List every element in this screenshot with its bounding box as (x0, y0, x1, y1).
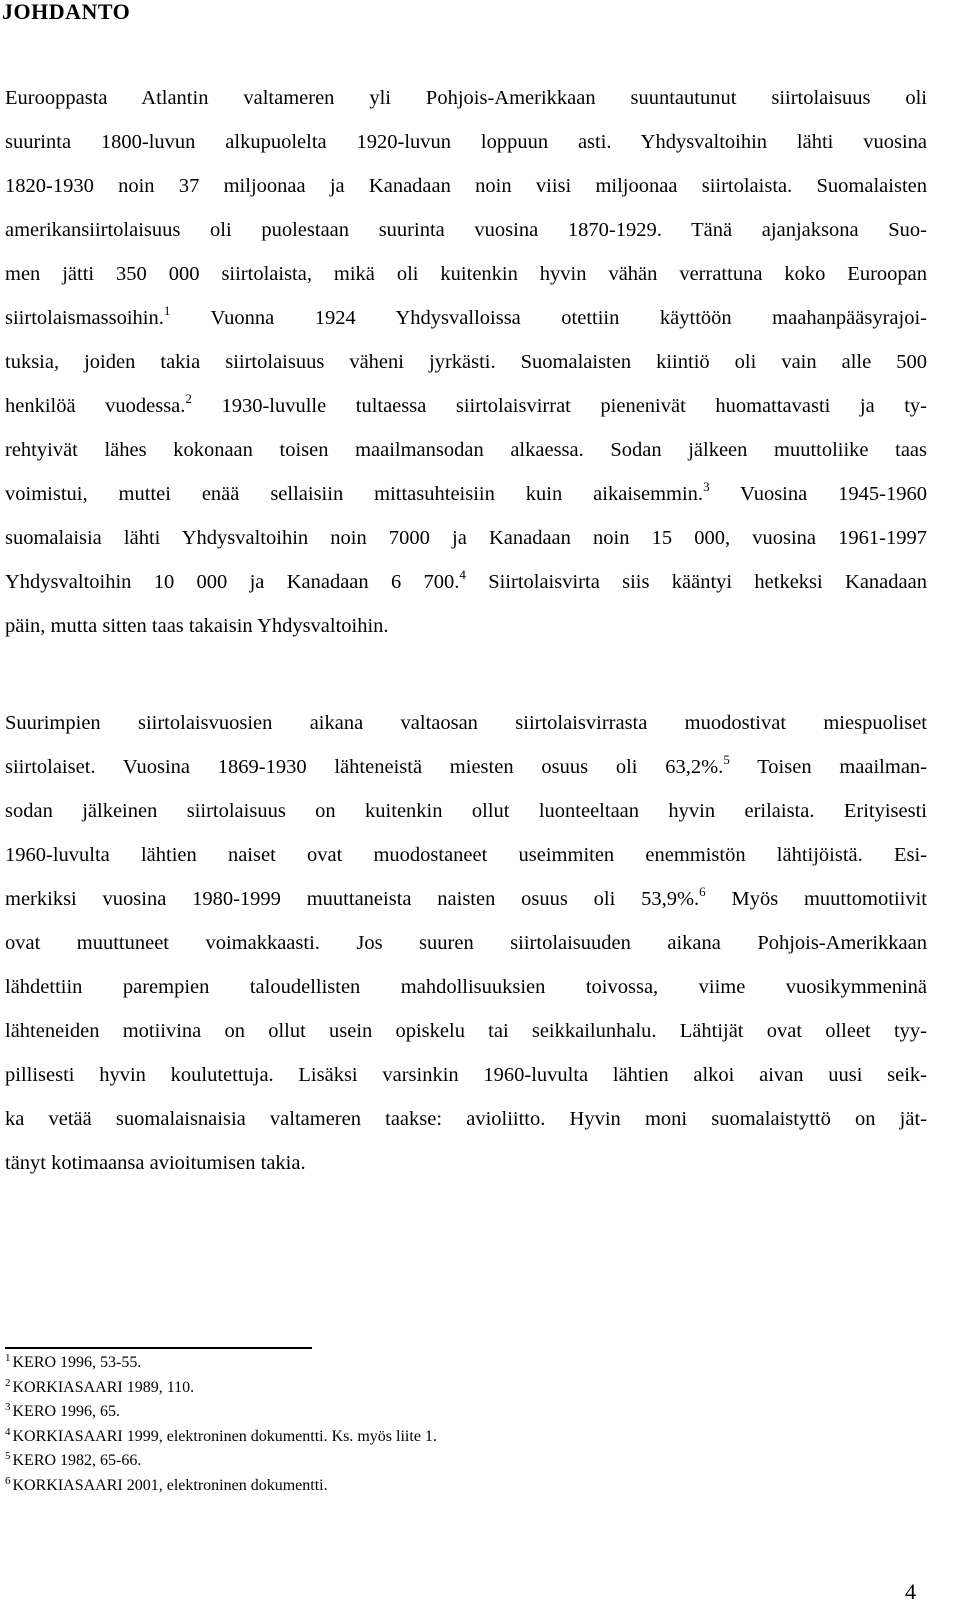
footnote-item (5, 1376, 437, 1401)
paragraph-intro (5, 76, 927, 648)
line-text: rehtyivät lähes kokonaan toisen maailmansodan alkaessa. Sodan jälkeen muuttoliike taas (5, 439, 927, 461)
text-line (5, 76, 927, 120)
line-text: Yhdysvaltoihin 10 000 ja Kanadaan 6 700. (5, 571, 460, 593)
line-text: Myös muuttomotiivit (705, 888, 927, 910)
text-line (5, 1097, 927, 1141)
footnote-divider (5, 1347, 312, 1349)
footnote-number: 6 (5, 1474, 11, 1487)
footnote-item (5, 1351, 437, 1376)
line-text: suurinta 1800-luvun alkupuolelta 1920-luvun loppuun asti. Yhdysvaltoihin lähti vuosina (5, 131, 927, 153)
footnote-item (5, 1449, 437, 1474)
line-text: men jätti 350 000 siirtolaista, mikä oli kuitenkin hyvin vähän verrattuna koko Euroopan (5, 263, 927, 285)
text-line (5, 877, 927, 921)
line-text: lähdettiin parempien taloudellisten mahdollisuuksien toivossa, viime vuosikymmeninä (5, 976, 927, 998)
section-heading: JOHDANTO (2, 0, 131, 24)
footnote-number: 1 (5, 1352, 11, 1364)
footnote-reference: 3 (703, 479, 710, 494)
footnote-item (5, 1474, 437, 1499)
footnote-reference: 4 (459, 567, 466, 582)
line-text: tänyt kotimaansa avioitumisen takia. (5, 1152, 306, 1174)
line-text: Suurimpien siirtolaisvuosien aikana valtaosan siirtolaisvirrasta muodostivat miespuoliset (5, 712, 927, 734)
text-line (5, 296, 927, 340)
text-line (5, 428, 927, 472)
line-text: sodan jälkeinen siirtolaisuus on kuitenkin ollut luonteeltaan hyvin erilaista. Erityisesti (5, 800, 927, 822)
line-text: siirtolaismassoihin. (5, 307, 164, 329)
line-text: lähteneiden motiivina on ollut usein opiskelu tai seikkailunhalu. Lähtijät ovat olleet tyy- (5, 1020, 927, 1042)
line-text: ka vetää suomalaisnaisia valtameren taakse: avioliitto. Hyvin moni suomalaistyttö on jät- (5, 1108, 927, 1130)
text-line (5, 1009, 927, 1053)
footnote-item (5, 1400, 437, 1425)
text-line (5, 340, 927, 384)
text-line (5, 833, 927, 877)
footnote-reference: 1 (163, 303, 171, 318)
line-text: Vuonna 1924 Yhdysvalloissa otettiin käyttöön maahanpääsyrajoi- (170, 307, 927, 329)
footnote-reference: 2 (185, 391, 192, 406)
line-text: Siirtolaisvirta siis kääntyi hetkeksi Kanadaan (465, 571, 927, 593)
line-text: amerikansiirtolaisuus oli puolestaan suurinta vuosina 1870-1929. Tänä ajanjaksona Suo- (5, 219, 927, 241)
line-text: tuksia, joiden takia siirtolaisuus väheni jyrkästi. Suomalaisten kiintiö oli vain alle 500 (5, 351, 927, 373)
text-line (5, 965, 927, 1009)
footnote-text: KERO 1996, 53-55. (12, 1354, 142, 1371)
line-text: henkilöä vuodessa. (5, 395, 186, 417)
text-line (5, 604, 927, 648)
text-line (5, 120, 927, 164)
line-text: 1930-luvulle tultaessa siirtolaisvirrat pienenivät huomattavasti ja ty- (191, 395, 927, 417)
text-line (5, 745, 927, 789)
text-line (5, 560, 927, 604)
footnote-text: KORKIASAARI 2001, elektroninen dokumentti. (12, 1476, 328, 1494)
footnote-reference: 6 (699, 884, 706, 899)
page-number: 4 (905, 1579, 916, 1604)
footnotes (5, 1351, 437, 1498)
text-line (5, 516, 927, 560)
line-text: merkiksi vuosina 1980-1999 muuttaneista naisten osuus oli 53,9%. (5, 888, 700, 910)
footnote-text: KERO 1982, 65-66. (12, 1452, 142, 1469)
text-line (5, 472, 927, 516)
line-text: ovat muuttuneet voimakkaasti. Jos suuren siirtolaisuuden aikana Pohjois-Amerikkaan (5, 932, 927, 954)
text-line (5, 1053, 927, 1097)
line-text: 1960-luvulta lähtien naiset ovat muodostaneet useimmiten enemmistön lähtijöistä. Esi- (5, 844, 927, 866)
footnote-number: 5 (5, 1450, 11, 1462)
footnote-text: KORKIASAARI 1999, elektroninen dokumentti. Ks. myös liite 1. (12, 1427, 437, 1445)
footnote-reference: 5 (723, 752, 730, 767)
line-text: siirtolaiset. Vuosina 1869-1930 lähteneistä miesten osuus oli 63,2%. (5, 756, 724, 778)
footnote-number: 4 (5, 1425, 11, 1438)
footnote-text: KERO 1996, 65. (12, 1403, 121, 1420)
text-line (5, 921, 927, 965)
line-text: Eurooppasta Atlantin valtameren yli Pohjois-Amerikkaan suuntautunut siirtolaisuus oli (5, 87, 927, 109)
footnote-text: KORKIASAARI 1989, 110. (12, 1378, 195, 1396)
text-line (5, 252, 927, 296)
text-line (5, 208, 927, 252)
line-text: pillisesti hyvin koulutettuja. Lisäksi varsinkin 1960-luvulta lähtien alkoi aivan uusi seik- (5, 1064, 927, 1086)
line-text: Toisen maailman- (729, 756, 927, 778)
line-text: suomalaisia lähti Yhdysvaltoihin noin 7000 ja Kanadaan noin 15 000, vuosina 1961-1997 (5, 527, 927, 549)
text-line (5, 789, 927, 833)
text-line (5, 1141, 927, 1185)
footnote-number: 2 (5, 1376, 11, 1389)
footnote-item (5, 1425, 437, 1450)
line-text: 1820-1930 noin 37 miljoonaa ja Kanadaan noin viisi miljoonaa siirtolaista. Suomalaisten (5, 175, 927, 197)
text-line (5, 164, 927, 208)
text-line (5, 384, 927, 428)
line-text: Vuosina 1945-1960 (709, 483, 927, 505)
text-line (5, 701, 927, 745)
line-text: voimistui, muttei enää sellaisiin mittasuhteisiin kuin aikaisemmin. (5, 483, 704, 505)
paragraph-gender-and-motives (5, 701, 927, 1185)
footnote-number: 3 (5, 1401, 11, 1413)
line-text: päin, mutta sitten taas takaisin Yhdysvaltoihin. (5, 615, 389, 637)
